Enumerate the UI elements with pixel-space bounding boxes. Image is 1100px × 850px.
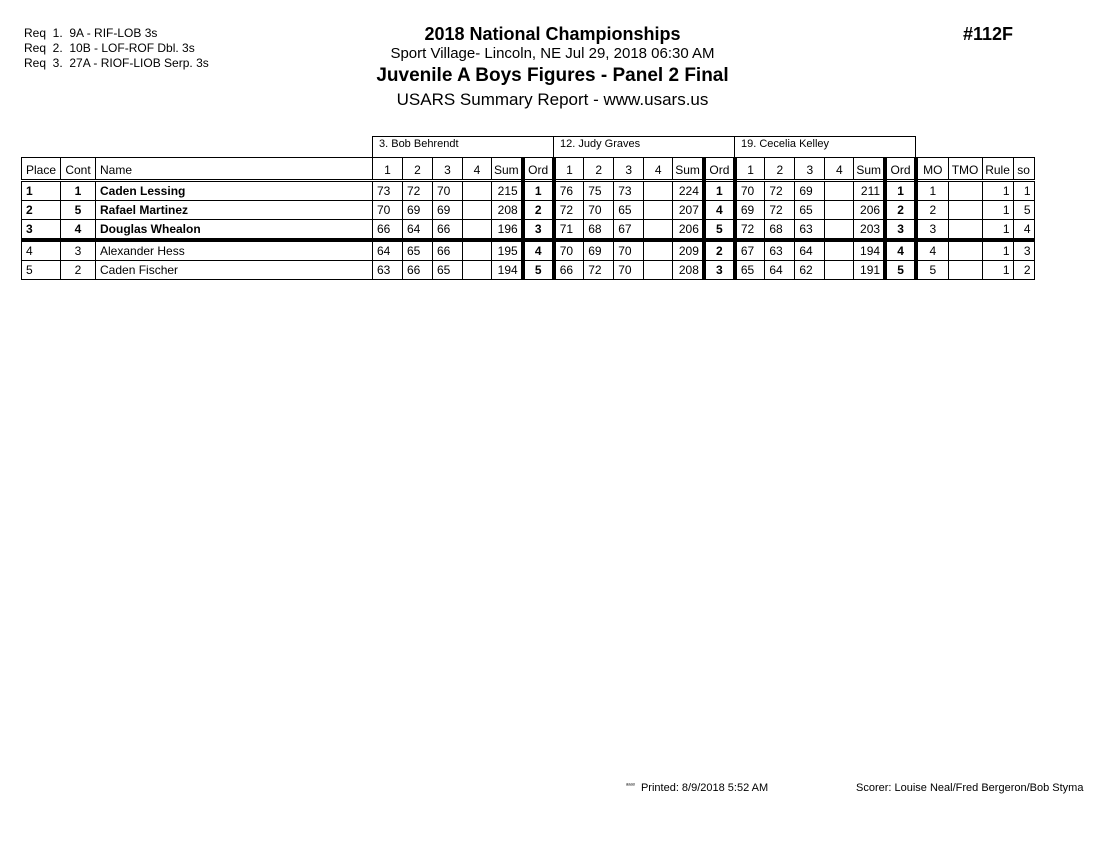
venue-date: Sport Village- Lincoln, NE Jul 29, 2018 06:30 AM bbox=[390, 45, 715, 62]
cont-cell: 4 bbox=[61, 220, 96, 241]
judge3-score3: 62 bbox=[795, 261, 825, 280]
requirements-list bbox=[24, 26, 209, 71]
j2-col-ord: Ord bbox=[704, 158, 735, 181]
judge2-score3: 67 bbox=[614, 220, 644, 241]
col-place: Place bbox=[22, 158, 61, 181]
judge1-ord: 2 bbox=[523, 201, 554, 220]
judge3-score4 bbox=[825, 201, 854, 220]
cont-cell: 2 bbox=[61, 261, 96, 280]
judge1-score4 bbox=[463, 240, 492, 261]
judge3-score4 bbox=[825, 261, 854, 280]
j1-col-4: 4 bbox=[463, 158, 492, 181]
judge1-ord: 5 bbox=[523, 261, 554, 280]
judge2-score3: 70 bbox=[614, 240, 644, 261]
name-cell: Alexander Hess bbox=[96, 240, 373, 261]
judge3-sum: 194 bbox=[854, 240, 885, 261]
judge3-score1: 69 bbox=[735, 201, 765, 220]
judge1-score3: 66 bbox=[433, 240, 463, 261]
judge2-score4 bbox=[644, 261, 673, 280]
so-cell: 3 bbox=[1013, 240, 1034, 261]
so-cell: 2 bbox=[1013, 261, 1034, 280]
judge-header-1: 3. Bob Behrendt bbox=[372, 136, 554, 157]
column-header-row bbox=[22, 158, 1035, 181]
cont-cell: 5 bbox=[61, 201, 96, 220]
judge1-score4 bbox=[463, 201, 492, 220]
judge1-ord: 3 bbox=[523, 220, 554, 241]
judge1-score2: 72 bbox=[403, 181, 433, 201]
event-number: #112F bbox=[963, 24, 1014, 44]
table-row bbox=[22, 181, 1035, 201]
judge3-score3: 63 bbox=[795, 220, 825, 241]
cont-cell: 1 bbox=[61, 181, 96, 201]
j3-col-sum: Sum bbox=[854, 158, 885, 181]
judge3-score2: 68 bbox=[765, 220, 795, 241]
judge2-sum: 224 bbox=[673, 181, 704, 201]
event-title: Juvenile A Boys Figures - Panel 2 Final bbox=[376, 65, 729, 86]
tmo-cell bbox=[948, 201, 982, 220]
judge1-score3: 66 bbox=[433, 220, 463, 241]
judge3-ord: 2 bbox=[885, 201, 916, 220]
judge1-score3: 65 bbox=[433, 261, 463, 280]
judge1-sum: 215 bbox=[492, 181, 523, 201]
j2-col-3: 3 bbox=[614, 158, 644, 181]
requirement-3: Req 3. 27A - RIOF-LIOB Serp. 3s bbox=[24, 56, 209, 70]
col-mo: MO bbox=[916, 158, 948, 181]
judge3-score2: 63 bbox=[765, 240, 795, 261]
place-cell: 2 bbox=[22, 201, 61, 220]
requirement-2: Req 2. 10B - LOF-ROF Dbl. 3s bbox=[24, 41, 195, 55]
judge3-score1: 67 bbox=[735, 240, 765, 261]
printed-info bbox=[626, 782, 768, 794]
judge2-score1: 72 bbox=[554, 201, 584, 220]
judge3-score4 bbox=[825, 220, 854, 241]
judge2-score2: 68 bbox=[584, 220, 614, 241]
mo-cell: 1 bbox=[916, 181, 948, 201]
report-header bbox=[330, 24, 775, 112]
judge1-score4 bbox=[463, 181, 492, 201]
place-cell: 4 bbox=[22, 240, 61, 261]
j1-col-ord: Ord bbox=[523, 158, 554, 181]
scorer-info: Scorer: Louise Neal/Fred Bergeron/Bob Styma bbox=[856, 782, 1084, 794]
so-cell: 4 bbox=[1013, 220, 1034, 241]
judge1-score4 bbox=[463, 261, 492, 280]
judge1-sum: 194 bbox=[492, 261, 523, 280]
judge3-ord: 3 bbox=[885, 220, 916, 241]
judge2-score3: 73 bbox=[614, 181, 644, 201]
judge2-score2: 70 bbox=[584, 201, 614, 220]
judge1-score2: 64 bbox=[403, 220, 433, 241]
name-cell: Caden Lessing bbox=[96, 181, 373, 201]
judge1-score2: 69 bbox=[403, 201, 433, 220]
j3-col-ord: Ord bbox=[885, 158, 916, 181]
place-cell: 1 bbox=[22, 181, 61, 201]
j3-col-4: 4 bbox=[825, 158, 854, 181]
place-cell: 5 bbox=[22, 261, 61, 280]
judge2-ord: 4 bbox=[704, 201, 735, 220]
judge1-score4 bbox=[463, 220, 492, 241]
j2-col-1: 1 bbox=[554, 158, 584, 181]
j1-col-sum: Sum bbox=[492, 158, 523, 181]
championship-title: 2018 National Championships bbox=[424, 24, 681, 44]
mo-cell: 5 bbox=[916, 261, 948, 280]
judge1-score1: 64 bbox=[373, 240, 403, 261]
judge2-sum: 209 bbox=[673, 240, 704, 261]
judge3-sum: 206 bbox=[854, 201, 885, 220]
judge2-score1: 76 bbox=[554, 181, 584, 201]
judge1-score1: 70 bbox=[373, 201, 403, 220]
judge3-ord: 5 bbox=[885, 261, 916, 280]
judge1-score2: 65 bbox=[403, 240, 433, 261]
judge2-sum: 206 bbox=[673, 220, 704, 241]
col-so: so bbox=[1013, 158, 1034, 181]
table-row bbox=[22, 201, 1035, 220]
mo-cell: 4 bbox=[916, 240, 948, 261]
rule-cell: 1 bbox=[982, 201, 1013, 220]
tmo-cell bbox=[948, 181, 982, 201]
judge3-score2: 64 bbox=[765, 261, 795, 280]
judge2-ord: 3 bbox=[704, 261, 735, 280]
place-cell: 3 bbox=[22, 220, 61, 241]
judge2-score2: 69 bbox=[584, 240, 614, 261]
judge2-score4 bbox=[644, 181, 673, 201]
j2-col-2: 2 bbox=[584, 158, 614, 181]
judge1-ord: 1 bbox=[523, 181, 554, 201]
footer-code: ᵃᵃᵃᵒ bbox=[626, 783, 635, 789]
judge3-score2: 72 bbox=[765, 181, 795, 201]
tmo-cell bbox=[948, 261, 982, 280]
judge3-ord: 1 bbox=[885, 181, 916, 201]
mo-cell: 3 bbox=[916, 220, 948, 241]
judge2-score2: 72 bbox=[584, 261, 614, 280]
judge3-score3: 69 bbox=[795, 181, 825, 201]
j1-col-2: 2 bbox=[403, 158, 433, 181]
judge3-score1: 65 bbox=[735, 261, 765, 280]
judge1-ord: 4 bbox=[523, 240, 554, 261]
rule-cell: 1 bbox=[982, 261, 1013, 280]
judge2-score1: 70 bbox=[554, 240, 584, 261]
rule-cell: 1 bbox=[982, 240, 1013, 261]
judge1-sum: 208 bbox=[492, 201, 523, 220]
judge3-score4 bbox=[825, 240, 854, 261]
judge2-score3: 65 bbox=[614, 201, 644, 220]
judge1-sum: 195 bbox=[492, 240, 523, 261]
table-row bbox=[22, 261, 1035, 280]
j3-col-2: 2 bbox=[765, 158, 795, 181]
name-cell: Caden Fischer bbox=[96, 261, 373, 280]
judge3-score2: 72 bbox=[765, 201, 795, 220]
judge3-sum: 211 bbox=[854, 181, 885, 201]
j3-col-3: 3 bbox=[795, 158, 825, 181]
results-table bbox=[21, 157, 1035, 280]
tmo-cell bbox=[948, 240, 982, 261]
col-name: Name bbox=[96, 158, 373, 181]
judge2-ord: 1 bbox=[704, 181, 735, 201]
j2-col-sum: Sum bbox=[673, 158, 704, 181]
judge2-score3: 70 bbox=[614, 261, 644, 280]
tmo-cell bbox=[948, 220, 982, 241]
rule-cell: 1 bbox=[982, 181, 1013, 201]
judge-header-2: 12. Judy Graves bbox=[553, 136, 735, 157]
rule-cell: 1 bbox=[982, 220, 1013, 241]
judge1-score1: 66 bbox=[373, 220, 403, 241]
j1-col-1: 1 bbox=[373, 158, 403, 181]
printed-date: Printed: 8/9/2018 5:52 AM bbox=[640, 782, 769, 794]
judge2-sum: 207 bbox=[673, 201, 704, 220]
judge3-sum: 203 bbox=[854, 220, 885, 241]
judge2-sum: 208 bbox=[673, 261, 704, 280]
judge3-score3: 65 bbox=[795, 201, 825, 220]
judge3-score3: 64 bbox=[795, 240, 825, 261]
judge2-score2: 75 bbox=[584, 181, 614, 201]
j1-col-3: 3 bbox=[433, 158, 463, 181]
name-cell: Rafael Martinez bbox=[96, 201, 373, 220]
cont-cell: 3 bbox=[61, 240, 96, 261]
judge2-ord: 5 bbox=[704, 220, 735, 241]
so-cell: 1 bbox=[1013, 181, 1034, 201]
judge3-sum: 191 bbox=[854, 261, 885, 280]
judge1-score1: 63 bbox=[373, 261, 403, 280]
mo-cell: 2 bbox=[916, 201, 948, 220]
judge2-score1: 71 bbox=[554, 220, 584, 241]
judge2-score1: 66 bbox=[554, 261, 584, 280]
requirement-1: Req 1. 9A - RIF-LOB 3s bbox=[24, 26, 158, 40]
judge-header-3: 19. Cecelia Kelley bbox=[734, 136, 916, 157]
judge1-score3: 70 bbox=[433, 181, 463, 201]
report-subtitle: USARS Summary Report - www.usars.us bbox=[396, 90, 709, 109]
j3-col-1: 1 bbox=[735, 158, 765, 181]
judge1-score3: 69 bbox=[433, 201, 463, 220]
judge3-score1: 72 bbox=[735, 220, 765, 241]
table-row bbox=[22, 240, 1035, 261]
judge2-score4 bbox=[644, 240, 673, 261]
judge1-score1: 73 bbox=[373, 181, 403, 201]
judge3-score4 bbox=[825, 181, 854, 201]
so-cell: 5 bbox=[1013, 201, 1034, 220]
judge3-score1: 70 bbox=[735, 181, 765, 201]
judge1-score2: 66 bbox=[403, 261, 433, 280]
judge3-ord: 4 bbox=[885, 240, 916, 261]
name-cell: Douglas Whealon bbox=[96, 220, 373, 241]
col-tmo: TMO bbox=[948, 158, 982, 181]
j2-col-4: 4 bbox=[644, 158, 673, 181]
judge2-score4 bbox=[644, 201, 673, 220]
table-row bbox=[22, 220, 1035, 241]
judge2-score4 bbox=[644, 220, 673, 241]
col-rule: Rule bbox=[982, 158, 1013, 181]
judge2-ord: 2 bbox=[704, 240, 735, 261]
col-cont: Cont bbox=[61, 158, 96, 181]
judge1-sum: 196 bbox=[492, 220, 523, 241]
